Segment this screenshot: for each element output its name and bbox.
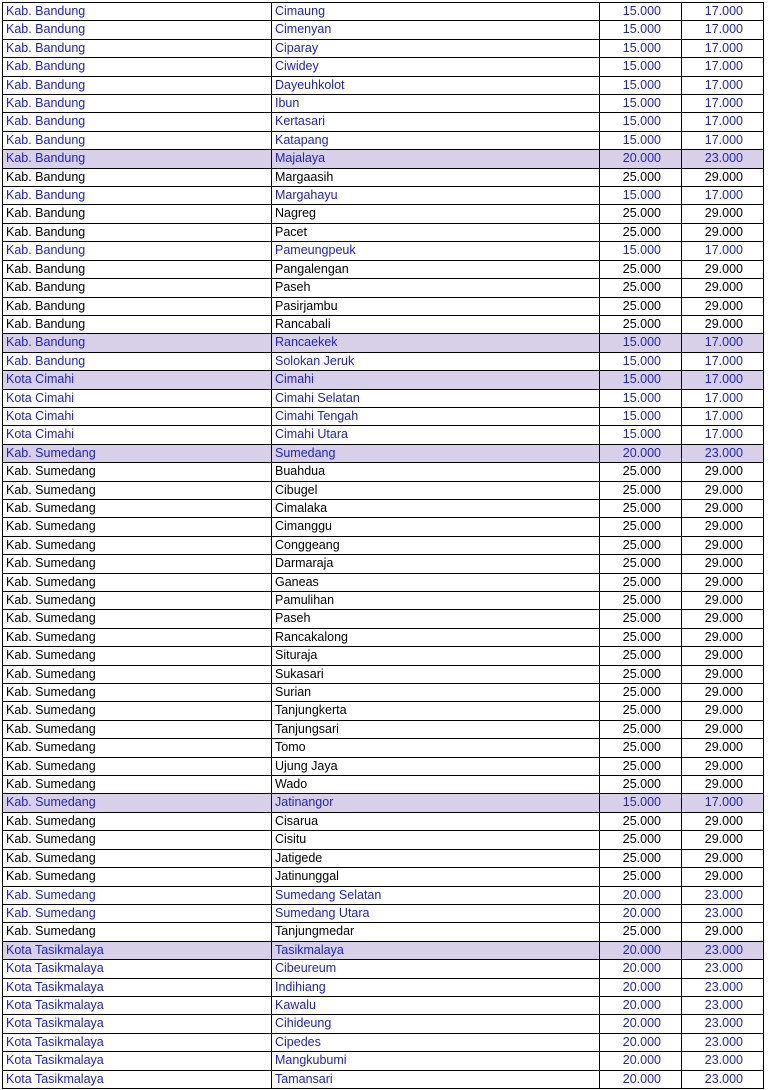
district-cell: Jatinangor [272,794,600,812]
district-cell: Cisitu [272,831,600,849]
price-b-cell: 29.000 [682,315,764,333]
price-a-cell: 25.000 [600,776,682,794]
price-b-cell: 29.000 [682,628,764,646]
region-cell: Kota Cimahi [3,371,272,389]
table-row [3,960,764,978]
region-cell: Kab. Bandung [3,242,272,260]
district-cell: Paseh [272,279,600,297]
table-row [3,426,764,444]
price-b-cell: 23.000 [682,1052,764,1070]
price-a-cell: 25.000 [600,628,682,646]
region-cell: Kab. Sumedang [3,610,272,628]
region-cell: Kab. Sumedang [3,886,272,904]
price-b-cell: 23.000 [682,960,764,978]
district-cell: Sukasari [272,665,600,683]
table-row [3,407,764,425]
price-a-cell: 25.000 [600,702,682,720]
price-a-cell: 20.000 [600,1015,682,1033]
table-row [3,444,764,462]
price-a-cell: 20.000 [600,886,682,904]
table-row [3,223,764,241]
table-row [3,757,764,775]
price-b-cell: 29.000 [682,776,764,794]
district-cell: Sumedang Utara [272,904,600,922]
price-b-cell: 29.000 [682,463,764,481]
region-cell: Kab. Sumedang [3,776,272,794]
price-b-cell: 29.000 [682,720,764,738]
region-cell: Kab. Sumedang [3,518,272,536]
district-cell: Sumedang Selatan [272,886,600,904]
region-cell: Kab. Sumedang [3,868,272,886]
price-a-cell: 20.000 [600,1070,682,1088]
region-cell: Kota Tasikmalaya [3,1015,272,1033]
district-cell: Ciwidey [272,58,600,76]
region-cell: Kab. Bandung [3,3,272,21]
district-cell: Ibun [272,95,600,113]
price-a-cell: 20.000 [600,978,682,996]
price-b-cell: 17.000 [682,371,764,389]
district-cell: Rancabali [272,315,600,333]
table-row [3,923,764,941]
region-cell: Kab. Bandung [3,352,272,370]
district-cell: Tomo [272,739,600,757]
price-a-cell: 20.000 [600,444,682,462]
district-cell: Cimahi [272,371,600,389]
district-cell: Cipedes [272,1033,600,1051]
region-cell: Kab. Sumedang [3,536,272,554]
region-cell: Kab. Bandung [3,58,272,76]
table-row [3,463,764,481]
region-cell: Kab. Bandung [3,21,272,39]
price-a-cell: 15.000 [600,407,682,425]
table-row [3,536,764,554]
price-b-cell: 17.000 [682,131,764,149]
region-cell: Kab. Sumedang [3,757,272,775]
table-row [3,812,764,830]
district-cell: Situraja [272,647,600,665]
price-b-cell: 23.000 [682,1015,764,1033]
price-b-cell: 29.000 [682,518,764,536]
price-b-cell: 23.000 [682,444,764,462]
region-cell: Kab. Sumedang [3,573,272,591]
price-b-cell: 29.000 [682,831,764,849]
price-a-cell: 15.000 [600,389,682,407]
district-cell: Margaasih [272,168,600,186]
region-cell: Kab. Bandung [3,39,272,57]
table-row [3,702,764,720]
district-cell: Ganeas [272,573,600,591]
table-row [3,371,764,389]
district-cell: Pangalengan [272,260,600,278]
table-row [3,499,764,517]
table-row [3,168,764,186]
table-row [3,647,764,665]
price-b-cell: 17.000 [682,21,764,39]
price-a-cell: 20.000 [600,1033,682,1051]
price-b-cell: 29.000 [682,555,764,573]
region-cell: Kab. Bandung [3,76,272,94]
price-b-cell: 17.000 [682,389,764,407]
region-cell: Kab. Sumedang [3,463,272,481]
district-cell: Dayeuhkolot [272,76,600,94]
region-cell: Kab. Bandung [3,150,272,168]
region-cell: Kab. Sumedang [3,904,272,922]
region-cell: Kab. Sumedang [3,665,272,683]
price-a-cell: 15.000 [600,76,682,94]
table-row [3,95,764,113]
table-row [3,352,764,370]
price-a-cell: 15.000 [600,3,682,21]
region-cell: Kota Tasikmalaya [3,996,272,1014]
region-cell: Kab. Sumedang [3,481,272,499]
district-cell: Katapang [272,131,600,149]
region-cell: Kab. Bandung [3,315,272,333]
region-cell: Kab. Sumedang [3,647,272,665]
district-cell: Rancakalong [272,628,600,646]
region-cell: Kota Tasikmalaya [3,1033,272,1051]
district-cell: Pacet [272,223,600,241]
price-a-cell: 15.000 [600,131,682,149]
price-a-cell: 25.000 [600,297,682,315]
price-b-cell: 23.000 [682,978,764,996]
district-cell: Paseh [272,610,600,628]
table-row [3,868,764,886]
price-a-cell: 15.000 [600,95,682,113]
table-row [3,794,764,812]
price-a-cell: 25.000 [600,463,682,481]
price-b-cell: 23.000 [682,1070,764,1088]
region-cell: Kota Tasikmalaya [3,941,272,959]
region-cell: Kab. Sumedang [3,923,272,941]
region-cell: Kab. Bandung [3,131,272,149]
price-b-cell: 23.000 [682,150,764,168]
district-cell: Cimahi Tengah [272,407,600,425]
region-cell: Kab. Sumedang [3,702,272,720]
region-cell: Kota Tasikmalaya [3,1052,272,1070]
price-b-cell: 23.000 [682,1033,764,1051]
table-row [3,76,764,94]
price-b-cell: 29.000 [682,499,764,517]
region-cell: Kab. Sumedang [3,794,272,812]
district-cell: Conggeang [272,536,600,554]
price-a-cell: 25.000 [600,757,682,775]
table-row [3,665,764,683]
price-b-cell: 29.000 [682,739,764,757]
price-b-cell: 29.000 [682,205,764,223]
table-row [3,684,764,702]
price-b-cell: 29.000 [682,923,764,941]
region-cell: Kota Tasikmalaya [3,978,272,996]
district-cell: Cisarua [272,812,600,830]
price-a-cell: 25.000 [600,923,682,941]
price-a-cell: 15.000 [600,242,682,260]
district-cell: Cimahi Utara [272,426,600,444]
price-a-cell: 25.000 [600,849,682,867]
region-cell: Kota Tasikmalaya [3,1070,272,1088]
price-a-cell: 25.000 [600,205,682,223]
table-row [3,610,764,628]
region-cell: Kab. Sumedang [3,628,272,646]
region-cell: Kab. Bandung [3,297,272,315]
price-a-cell: 25.000 [600,315,682,333]
price-b-cell: 29.000 [682,481,764,499]
price-b-cell: 29.000 [682,168,764,186]
district-cell: Tanjungkerta [272,702,600,720]
region-cell: Kab. Sumedang [3,444,272,462]
price-a-cell: 25.000 [600,260,682,278]
price-a-cell: 25.000 [600,720,682,738]
price-a-cell: 25.000 [600,518,682,536]
district-cell: Sumedang [272,444,600,462]
region-cell: Kab. Bandung [3,113,272,131]
price-a-cell: 25.000 [600,665,682,683]
price-a-cell: 25.000 [600,279,682,297]
price-b-cell: 23.000 [682,996,764,1014]
region-cell: Kab. Bandung [3,187,272,205]
price-a-cell: 15.000 [600,39,682,57]
district-cell: Ciparay [272,39,600,57]
price-b-cell: 17.000 [682,3,764,21]
price-b-cell: 29.000 [682,647,764,665]
price-a-cell: 15.000 [600,426,682,444]
price-b-cell: 29.000 [682,536,764,554]
price-b-cell: 17.000 [682,407,764,425]
price-b-cell: 29.000 [682,260,764,278]
table-row [3,21,764,39]
district-cell: Cimenyan [272,21,600,39]
price-b-cell: 29.000 [682,812,764,830]
price-b-cell: 29.000 [682,665,764,683]
price-a-cell: 25.000 [600,610,682,628]
table-row [3,592,764,610]
price-b-cell: 29.000 [682,849,764,867]
table-row [3,1052,764,1070]
price-a-cell: 25.000 [600,739,682,757]
district-cell: Majalaya [272,150,600,168]
price-b-cell: 17.000 [682,334,764,352]
district-cell: Surian [272,684,600,702]
table-row [3,555,764,573]
district-cell: Kertasari [272,113,600,131]
district-cell: Tanjungmedar [272,923,600,941]
price-b-cell: 23.000 [682,886,764,904]
price-a-cell: 15.000 [600,21,682,39]
region-cell: Kab. Sumedang [3,812,272,830]
region-cell: Kab. Bandung [3,205,272,223]
district-cell: Wado [272,776,600,794]
price-table [2,2,764,1089]
table-row [3,941,764,959]
price-b-cell: 17.000 [682,242,764,260]
price-a-cell: 20.000 [600,996,682,1014]
district-cell: Pameungpeuk [272,242,600,260]
table-row [3,849,764,867]
region-cell: Kab. Sumedang [3,849,272,867]
price-a-cell: 15.000 [600,187,682,205]
region-cell: Kota Cimahi [3,426,272,444]
table-row [3,113,764,131]
price-a-cell: 20.000 [600,150,682,168]
district-cell: Pamulihan [272,592,600,610]
table-row [3,776,764,794]
district-cell: Cihideung [272,1015,600,1033]
table-row [3,1070,764,1088]
district-cell: Cimaung [272,3,600,21]
table-row [3,739,764,757]
table-row [3,1033,764,1051]
price-b-cell: 29.000 [682,757,764,775]
district-cell: Nagreg [272,205,600,223]
region-cell: Kab. Bandung [3,223,272,241]
district-cell: Mangkubumi [272,1052,600,1070]
price-a-cell: 25.000 [600,684,682,702]
price-a-cell: 25.000 [600,573,682,591]
price-a-cell: 15.000 [600,371,682,389]
region-cell: Kota Cimahi [3,389,272,407]
table-row [3,242,764,260]
price-a-cell: 15.000 [600,58,682,76]
price-a-cell: 25.000 [600,536,682,554]
table-row [3,260,764,278]
price-b-cell: 17.000 [682,113,764,131]
region-cell: Kab. Bandung [3,279,272,297]
price-a-cell: 20.000 [600,941,682,959]
price-b-cell: 17.000 [682,187,764,205]
price-a-cell: 15.000 [600,334,682,352]
price-a-cell: 25.000 [600,499,682,517]
region-cell: Kab. Sumedang [3,592,272,610]
table-row [3,150,764,168]
district-cell: Cimalaka [272,499,600,517]
district-cell: Cibeureum [272,960,600,978]
table-row [3,831,764,849]
table-row [3,205,764,223]
price-b-cell: 17.000 [682,794,764,812]
price-b-cell: 23.000 [682,941,764,959]
price-b-cell: 29.000 [682,279,764,297]
price-b-cell: 23.000 [682,904,764,922]
district-cell: Cimahi Selatan [272,389,600,407]
table-row [3,131,764,149]
table-row [3,315,764,333]
district-cell: Cimanggu [272,518,600,536]
price-b-cell: 17.000 [682,95,764,113]
price-b-cell: 29.000 [682,223,764,241]
region-cell: Kota Tasikmalaya [3,960,272,978]
price-b-cell: 17.000 [682,39,764,57]
table-row [3,297,764,315]
table-row [3,1015,764,1033]
district-cell: Cibugel [272,481,600,499]
table-row [3,389,764,407]
district-cell: Tanjungsari [272,720,600,738]
district-cell: Pasirjambu [272,297,600,315]
price-a-cell: 20.000 [600,960,682,978]
price-a-cell: 25.000 [600,168,682,186]
price-b-cell: 17.000 [682,76,764,94]
price-a-cell: 25.000 [600,812,682,830]
price-table-body [3,3,764,1089]
district-cell: Tamansari [272,1070,600,1088]
district-cell: Rancaekek [272,334,600,352]
price-b-cell: 17.000 [682,426,764,444]
price-a-cell: 25.000 [600,223,682,241]
price-a-cell: 20.000 [600,904,682,922]
price-a-cell: 15.000 [600,794,682,812]
table-row [3,187,764,205]
price-b-cell: 29.000 [682,592,764,610]
region-cell: Kota Cimahi [3,407,272,425]
table-row [3,628,764,646]
table-row [3,39,764,57]
table-row [3,481,764,499]
price-a-cell: 20.000 [600,1052,682,1070]
table-row [3,58,764,76]
table-row [3,334,764,352]
price-a-cell: 25.000 [600,831,682,849]
table-row [3,573,764,591]
region-cell: Kab. Sumedang [3,720,272,738]
price-b-cell: 29.000 [682,610,764,628]
district-cell: Darmaraja [272,555,600,573]
table-row [3,886,764,904]
table-row [3,3,764,21]
price-b-cell: 17.000 [682,352,764,370]
district-cell: Kawalu [272,996,600,1014]
price-b-cell: 17.000 [682,58,764,76]
region-cell: Kab. Sumedang [3,684,272,702]
region-cell: Kab. Sumedang [3,739,272,757]
table-row [3,279,764,297]
region-cell: Kab. Bandung [3,95,272,113]
table-row [3,518,764,536]
district-cell: Jatigede [272,849,600,867]
district-cell: Jatinunggal [272,868,600,886]
district-cell: Margahayu [272,187,600,205]
price-a-cell: 25.000 [600,592,682,610]
district-cell: Ujung Jaya [272,757,600,775]
table-row [3,978,764,996]
price-b-cell: 29.000 [682,297,764,315]
price-b-cell: 29.000 [682,573,764,591]
price-a-cell: 15.000 [600,113,682,131]
region-cell: Kab. Sumedang [3,499,272,517]
price-b-cell: 29.000 [682,684,764,702]
district-cell: Tasikmalaya [272,941,600,959]
price-a-cell: 25.000 [600,481,682,499]
region-cell: Kab. Bandung [3,260,272,278]
table-row [3,720,764,738]
price-a-cell: 25.000 [600,868,682,886]
price-a-cell: 15.000 [600,352,682,370]
price-a-cell: 25.000 [600,647,682,665]
table-row [3,996,764,1014]
region-cell: Kab. Bandung [3,334,272,352]
price-a-cell: 25.000 [600,555,682,573]
district-cell: Solokan Jeruk [272,352,600,370]
table-row [3,904,764,922]
district-cell: Buahdua [272,463,600,481]
price-b-cell: 29.000 [682,868,764,886]
region-cell: Kab. Bandung [3,168,272,186]
region-cell: Kab. Sumedang [3,831,272,849]
district-cell: Indihiang [272,978,600,996]
price-b-cell: 29.000 [682,702,764,720]
region-cell: Kab. Sumedang [3,555,272,573]
